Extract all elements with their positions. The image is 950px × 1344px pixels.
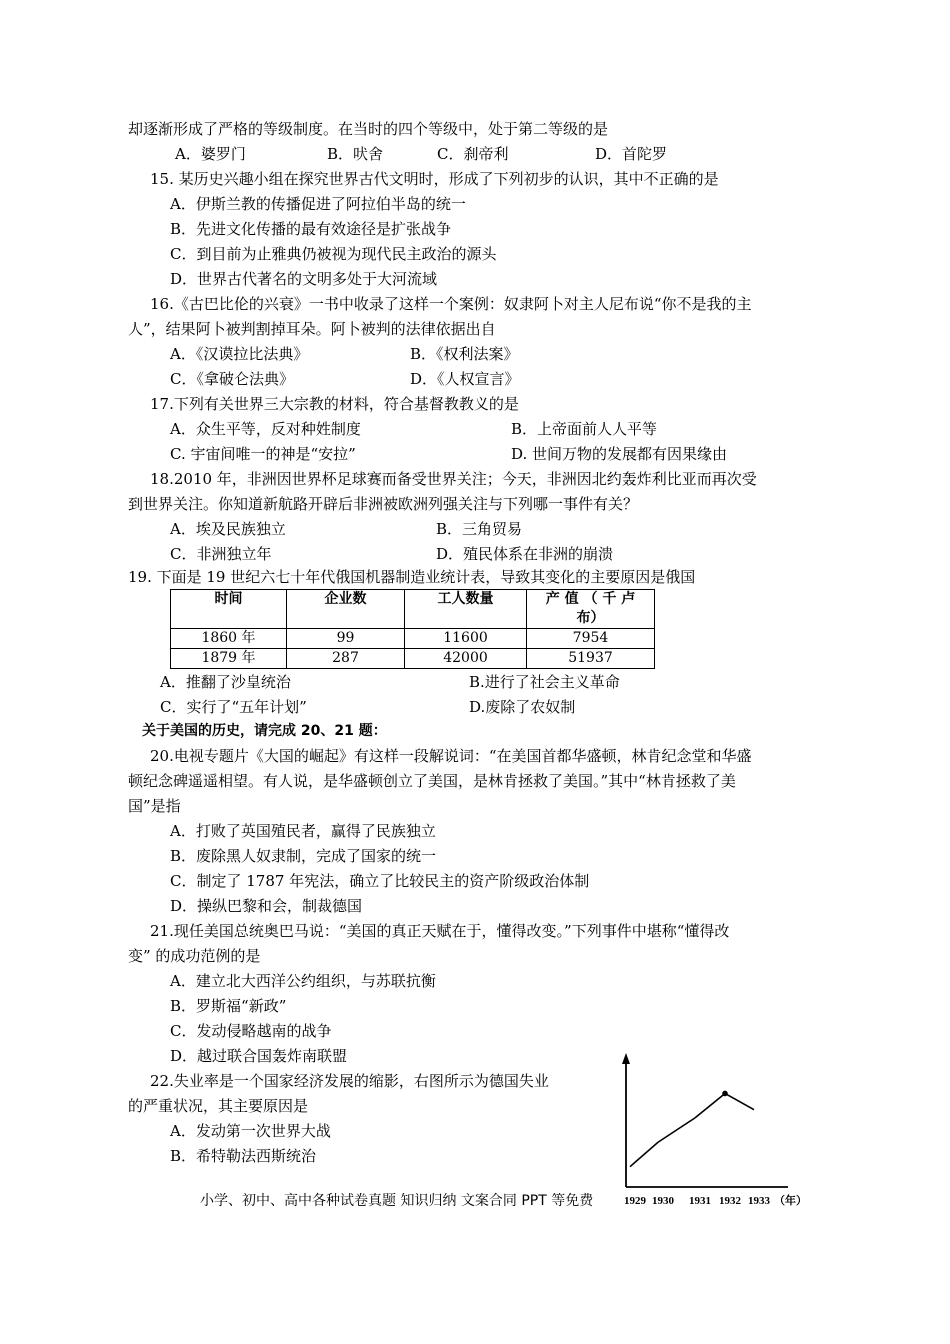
q19-option-d: D.废除了农奴制 bbox=[469, 698, 576, 716]
q15-option-a: A．伊斯兰教的传播促进了阿拉伯半岛的统一 bbox=[170, 195, 466, 213]
q15-option-b: B．先进文化传播的最有效途径是扩张战争 bbox=[170, 220, 452, 238]
q20-option-a: A．打败了英国殖民者，赢得了民族独立 bbox=[170, 822, 436, 840]
q22-option-a: A．发动第一次世界大战 bbox=[170, 1122, 331, 1140]
table-header-text: 产 值 （ 千 卢 bbox=[545, 591, 636, 607]
x-tick-label: 1932 bbox=[719, 1195, 741, 1207]
unemployment-chart bbox=[610, 1050, 810, 1215]
series-line-segment bbox=[630, 1142, 658, 1166]
table-header-row bbox=[171, 590, 655, 629]
table-cell: 1879 年 bbox=[171, 649, 287, 669]
q18-option-c: C．非洲独立年 bbox=[170, 545, 272, 563]
question-18-line2: 到世界关注。你知道新航路开辟后非洲被欧洲列强关注与下列哪一事件有关？ bbox=[128, 495, 639, 513]
q14-option-c: C．刹帝利 bbox=[437, 145, 509, 163]
table-cell: 7954 bbox=[527, 629, 655, 649]
table-cell: 99 bbox=[287, 629, 405, 649]
q16-option-b: B．《权利法案》 bbox=[410, 345, 519, 363]
question-14-continuation: 却逐渐形成了严格的等级制度。在当时的四个等级中，处于第二等级的是 bbox=[128, 120, 609, 138]
q17-option-d: D. 世间万物的发展都有因果缘由 bbox=[511, 445, 728, 463]
q18-option-d: D．殖民体系在非洲的崩溃 bbox=[436, 545, 614, 563]
q18-option-b: B．三角贸易 bbox=[436, 520, 523, 538]
question-16-line1: 16.《古巴比伦的兴衰》一书中收录了这样一个案例：奴隶阿卜对主人尼布说“你不是我的主 bbox=[150, 295, 752, 313]
q21-option-b: B．罗斯福“新政” bbox=[170, 997, 287, 1015]
x-tick-label: 1930 bbox=[652, 1195, 674, 1207]
q20-option-c: C．制定了 1787 年宪法，确立了比较民主的资产阶级政治体制 bbox=[170, 872, 590, 890]
q18-option-a: A．埃及民族独立 bbox=[170, 520, 286, 538]
q15-option-d: D．世界古代著名的文明多处于大河流域 bbox=[170, 270, 438, 288]
table-row bbox=[171, 629, 655, 649]
series-line-segment bbox=[658, 1118, 695, 1142]
q14-option-d: D．首陀罗 bbox=[595, 145, 668, 163]
q22-option-b: B．希特勒法西斯统治 bbox=[170, 1147, 317, 1165]
q21-option-d: D．越过联合国轰炸南联盟 bbox=[170, 1047, 348, 1065]
footer-text: 小学、初中、高中各种试卷真题 知识归纳 文案合同 PPT 等免费 bbox=[200, 1193, 594, 1209]
x-tick-label: 1931 bbox=[689, 1195, 711, 1207]
question-20-line1: 20.电视专题片《大国的崛起》有这样一段解说词：“在美国首都华盛顿，林肯纪念堂和华盛 bbox=[150, 747, 752, 765]
q19-option-a: A．推翻了沙皇统治 bbox=[160, 673, 291, 691]
data-point-marker bbox=[722, 1091, 728, 1097]
q19-option-b: B.进行了社会主义革命 bbox=[469, 673, 620, 691]
q16-option-d: D．《人权宣言》 bbox=[410, 370, 520, 388]
question-20-line2: 顿纪念碑遥遥相望。有人说，是华盛顿创立了美国，是林肯拯救了美国。”其中“林肯拯救了美 bbox=[128, 772, 736, 790]
statistics-table bbox=[170, 589, 655, 669]
q20-option-b: B．废除黑人奴隶制，完成了国家的统一 bbox=[170, 847, 437, 865]
table-cell: 51937 bbox=[527, 649, 655, 669]
table-cell: 287 bbox=[287, 649, 405, 669]
series-line-segment bbox=[725, 1093, 754, 1109]
q17-option-c: C. 宇宙间唯一的神是“安拉” bbox=[170, 445, 356, 463]
q17-option-b: B．上帝面前人人平等 bbox=[511, 420, 658, 438]
question-21-line1: 21.现任美国总统奥巴马说：“美国的真正天赋在于，懂得改变。”下列事件中堪称“懂得改 bbox=[150, 922, 730, 940]
table-header-cell: 时间 bbox=[171, 590, 287, 629]
x-tick-label: 1929 bbox=[624, 1195, 646, 1207]
table-cell: 1860 年 bbox=[171, 629, 287, 649]
question-22-line1: 22.失业率是一个国家经济发展的缩影，右图所示为德国失业 bbox=[150, 1072, 549, 1090]
table-header-text: 布） bbox=[576, 610, 605, 626]
q17-option-a: A．众生平等，反对种姓制度 bbox=[170, 420, 361, 438]
table-cell: 42000 bbox=[405, 649, 527, 669]
series-line-segment bbox=[695, 1093, 725, 1117]
q14-option-a: A．婆罗门 bbox=[175, 145, 246, 163]
table-header-cell: 企业数 bbox=[287, 590, 405, 629]
x-axis-unit-label: （年） bbox=[774, 1195, 807, 1207]
question-22-line2: 的严重状况，其主要原因是 bbox=[128, 1097, 309, 1115]
x-tick-label: 1933 bbox=[748, 1195, 770, 1207]
question-18-line1: 18.2010 年，非洲因世界杯足球赛而备受世界关注；今天，非洲因北约轰炸利比亚而再次受 bbox=[150, 470, 757, 488]
q16-option-c: C．《拿破仑法典》 bbox=[170, 370, 294, 388]
question-21-line2: 变” 的成功范例的是 bbox=[128, 947, 261, 965]
q14-option-b: B．吠舍 bbox=[327, 145, 384, 163]
q16-option-a: A．《汉谟拉比法典》 bbox=[170, 345, 309, 363]
table-header-cell: 工人数量 bbox=[405, 590, 527, 629]
table-cell: 11600 bbox=[405, 629, 527, 649]
question-17: 17.下列有关世界三大宗教的材料，符合基督教教义的是 bbox=[150, 395, 519, 413]
question-20-line3: 国”是指 bbox=[128, 797, 181, 815]
question-19: 19. 下面是 19 世纪六七十年代俄国机器制造业统计表，导致其变化的主要原因是俄国 bbox=[128, 568, 696, 586]
question-15: 15. 某历史兴趣小组在探究世界古代文明时，形成了下列初步的认识，其中不正确的是 bbox=[150, 170, 719, 188]
q19-option-c: C．实行了“五年计划” bbox=[160, 698, 307, 716]
q15-option-c: C．到目前为止雅典仍被视为现代民主政治的源头 bbox=[170, 245, 497, 263]
q21-option-a: A．建立北大西洋公约组织，与苏联抗衡 bbox=[170, 972, 436, 990]
q20-option-d: D．操纵巴黎和会，制裁德国 bbox=[170, 897, 363, 915]
section-heading: 关于美国的历史，请完成 20、21 题： bbox=[142, 723, 387, 739]
table-row bbox=[171, 649, 655, 669]
table-header-cell bbox=[527, 590, 655, 629]
question-16-line2: 人”，结果阿卜被判割掉耳朵。阿卜被判的法律依据出自 bbox=[128, 320, 496, 338]
q21-option-c: C．发动侵略越南的战争 bbox=[170, 1022, 332, 1040]
